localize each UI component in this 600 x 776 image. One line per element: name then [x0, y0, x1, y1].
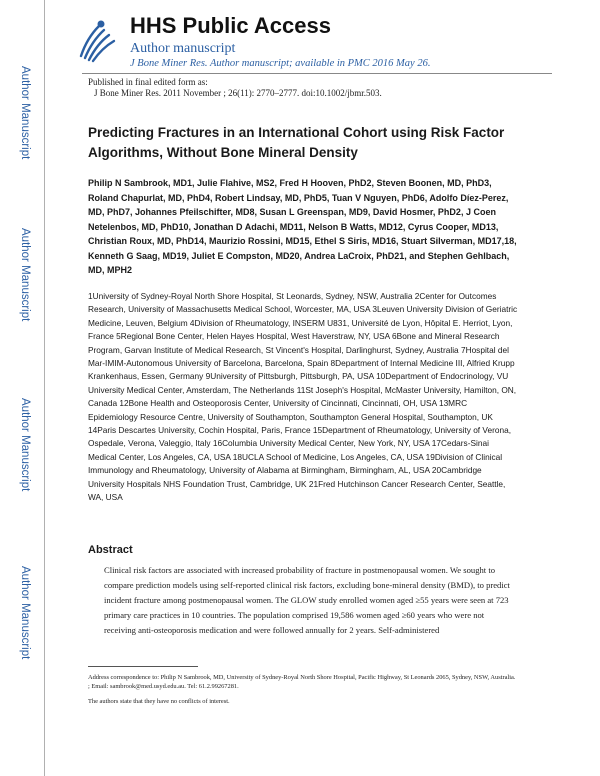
sidebar-label: Author Manuscript [19, 228, 31, 322]
author-manuscript-sidebar [0, 0, 45, 776]
correspondence-footnote: Address correspondence to: Philip N Sambrook, MD, University of Sydney-Royal North Shore Hospital, Pacific Highway, St Leonards 2065, Sydney, NSW, Australia. ; Email: sambrook@med.usyd.edu.au. Tel: 61.2.99267281. [88, 674, 516, 690]
sidebar-label: Author Manuscript [19, 398, 31, 492]
publication-line-2: J Bone Miner Res. 2011 November ; 26(11): 2770–2777. doi:10.1002/jbmr.503. [94, 88, 382, 98]
author-list: Philip N Sambrook, MD1, Julie Flahive, MS2, Fred H Hooven, PhD2, Steven Boonen, MD, PhD3, Roland Chapurlat, MD, PhD4, Robert Lindsay, MD, PhD5, Tuan V Nguyen, PhD6, Adolfo Díez-Perez, MD, PhD7, Johannes Pfeilschifter, MD8, Susan L Greenspan, MD9, David Hosmer, PhD2, J Coen Netelenbos, MD, PhD10, Jonathan D Adachi, MD11, Nelson B Watts, MD12, Cyrus Cooper, MD13, Christian Roux, MD, PhD14, Maurizio Rossini, MD15, Ethel S Siris, MD16, Stuart Silverman, MD17,18, Kenneth G Saag, MD19, Juliet E Compston, MD20, Andrea LaCroix, PhD21, and Stephen Gehlbach, MD, MPH2 [88, 178, 517, 275]
footnote-divider [88, 666, 198, 667]
header-subtitle: Author manuscript [130, 41, 236, 56]
header-divider [82, 73, 552, 74]
affiliations: 1University of Sydney-Royal North Shore Hospital, St Leonards, Sydney, NSW, Australia 2Center for Outcomes Research, University of Massachusetts Medical School, Worcester, MA, USA 3Leuven University Division of Geriatric Medicine, Leuven, Belgium 4Division of Rheumatology, INSERM U831, Université de Lyon, Hôpital E. Herriot, Lyon, France 5Regional Bone Center, Helen Hayes Hospital, West Haverstraw, NY, USA 6Bone and Mineral Research Program, Garvan Institute of Medical Research, St Vincent's Hospital, Darlinghurst, Sydney, Australia 7Hospital del Mar-IMIM-Autonomous University of Barcelona, Barcelona, Spain 8Department of Internal Medicine III, Alfried Krupp Krankenhaus, Essen, Germany 9University of Pittsburgh, Pittsburgh, PA, USA 10Department of Endocrinology, VU University Medical Center, Amsterdam, The Netherlands 11St Joseph's Hospital, McMaster University, Hamilton, ON, Canada 12Bone Health and Osteoporosis Center, University of Cincinnati, Cincinnati, OH, USA 13MRC Epidemiology Resource Centre, University of Southampton, Southampton General Hospital, Southampton, UK 14Paris Descartes University, Cochin Hospital, Paris, France 15Department of Rheumatology, University of Verona, Ospedale, Verona, Valeggio, Italy 16Columbia University Medical Center, New York, NY, USA 17Cedars-Sinai Medical Center, Los Angeles, CA, USA 18UCLA School of Medicine, Los Angeles, CA, USA 19Division of Clinical Immunology and Rheumatology, University of Alabama at Birmingham, Birmingham, AL, USA 20Cambridge University Hospitals NHS Foundation Trust, Cambridge, UK 21Fred Hutchinson Cancer Research Center, Seattle, WA, USA [88, 291, 518, 503]
hhs-eagle-logo-icon [75, 16, 121, 64]
publication-info [88, 77, 382, 99]
sidebar-label: Author Manuscript [19, 66, 31, 160]
header-title: HHS Public Access [130, 13, 331, 38]
article-title: Predicting Fractures in an International Cohort using Risk Factor Algorithms, Without Bone Mineral Density [88, 125, 505, 160]
abstract-heading: Abstract [88, 544, 133, 556]
publication-line-1: Published in final edited form as: [88, 77, 208, 87]
abstract-text: Clinical risk factors are associated with increased probability of fracture in postmenopausal women. We sought to compare prediction models using self-reported clinical risk factors, excluding bone-mineral density (BMD), to predict incident fracture among postmenopausal women. The GLOW study enrolled women aged ≥55 years were seen at 723 primary care practices in 10 countries. The population comprised 19,586 women aged ≥60 years who were not receiving anti-osteoporosis medication and were followed annually for 2 years. Self-administered [104, 565, 510, 636]
journal-availability-line: J Bone Miner Res. Author manuscript; available in PMC 2016 May 26. [130, 58, 431, 69]
sidebar-label: Author Manuscript [19, 566, 31, 660]
conflicts-footnote: The authors state that they have no conflicts of interest. [88, 698, 230, 705]
